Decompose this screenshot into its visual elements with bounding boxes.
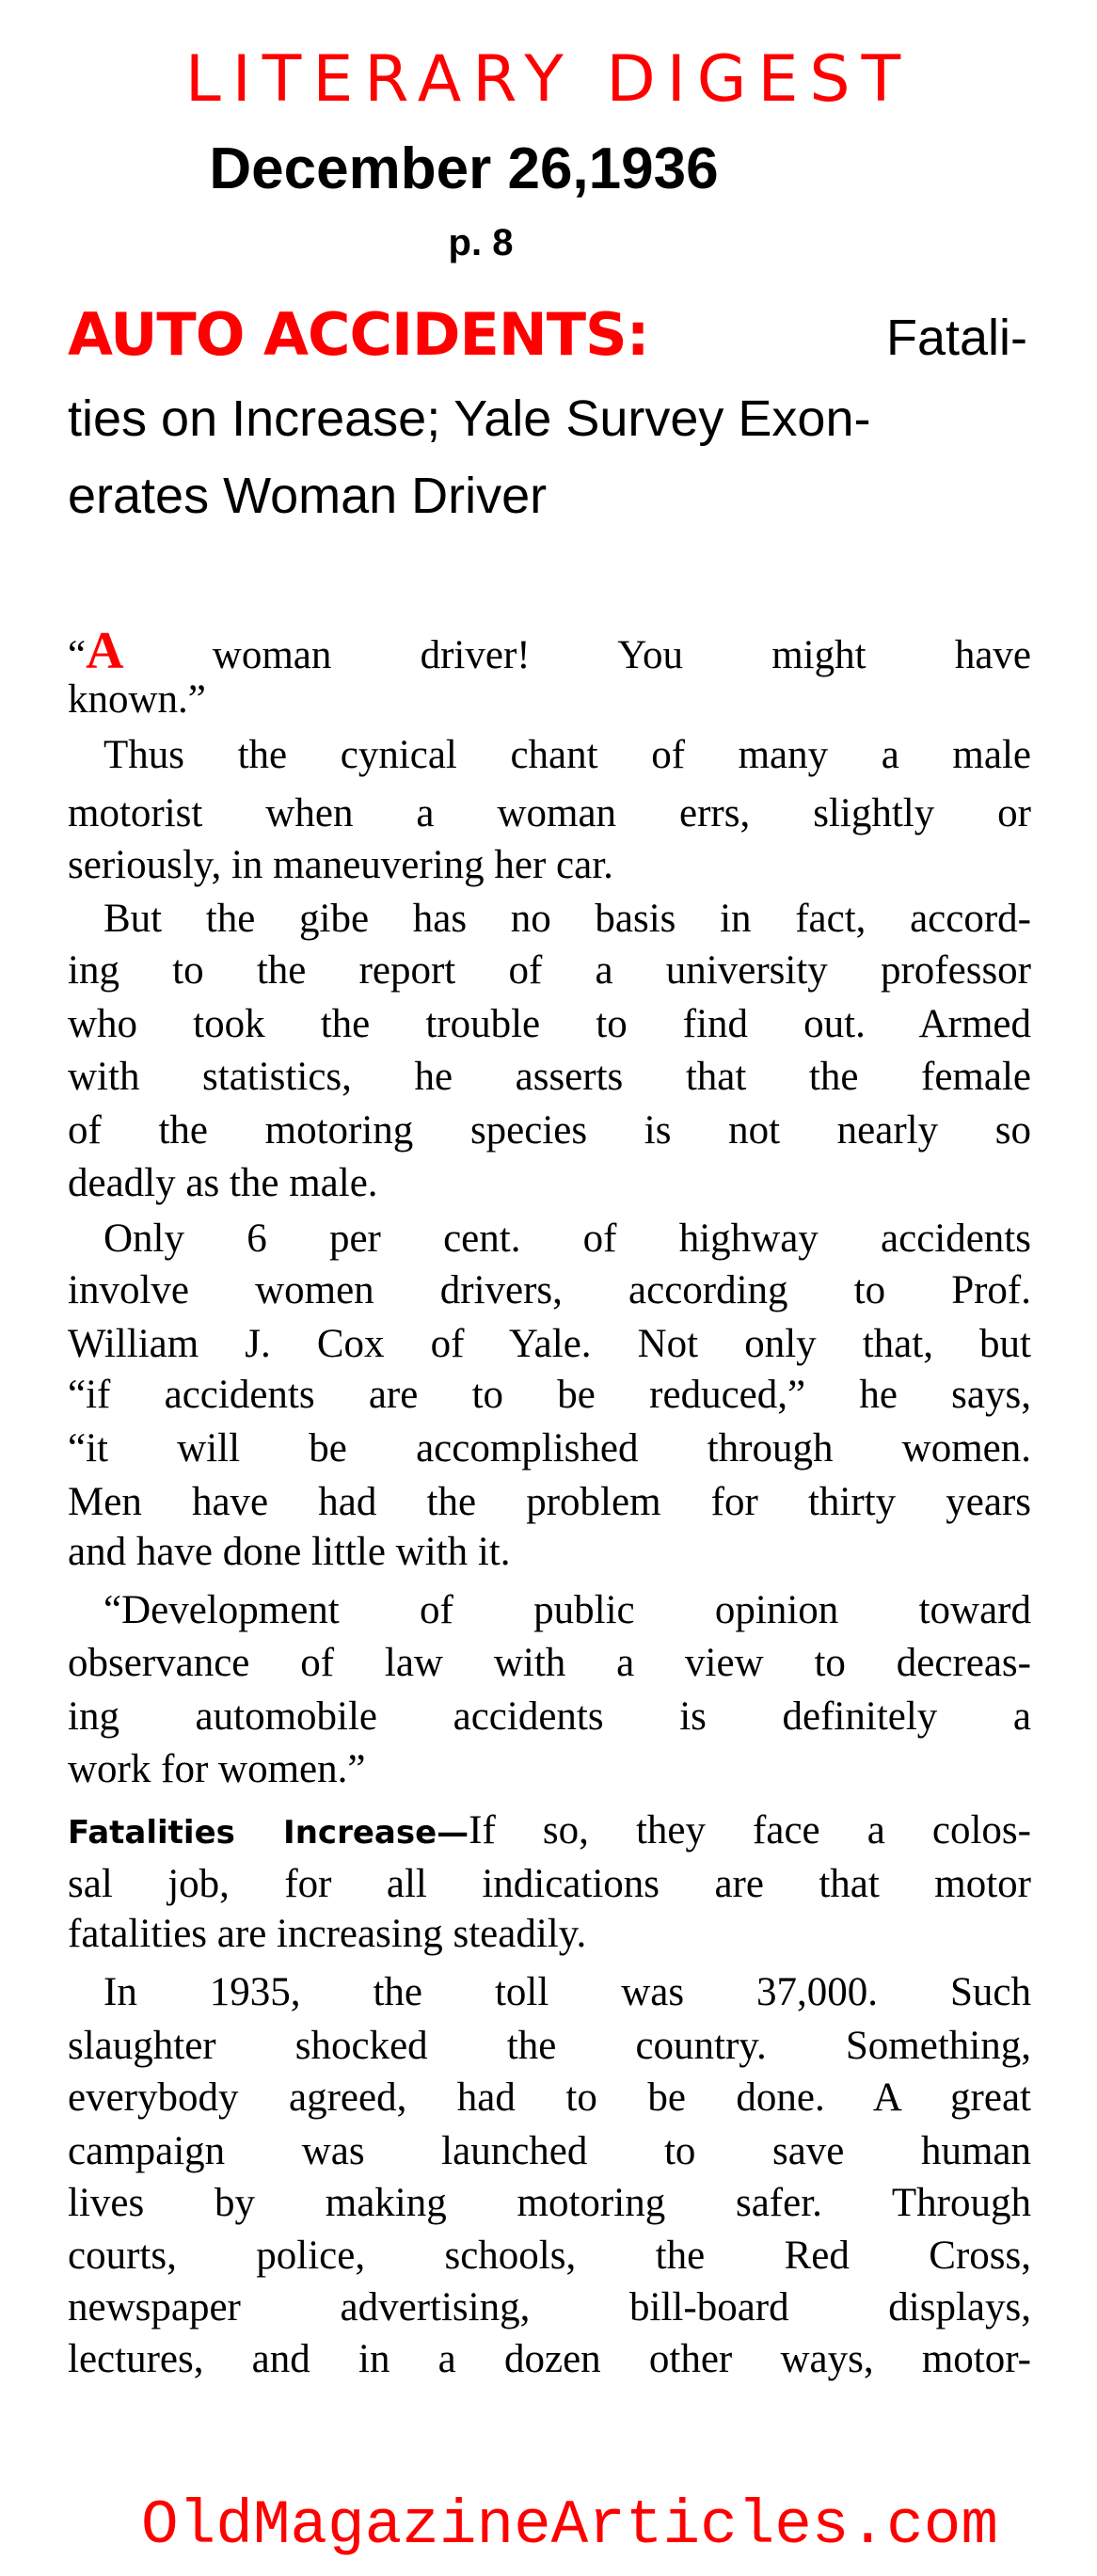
headline-line-3: erates Woman Driver [68,468,548,524]
page-number: p. 8 [448,222,514,263]
article-line: “Development of public opinion toward [103,1588,1031,1632]
watermark: OldMagazineArticles.com [141,2490,998,2561]
article-line: lives by making motoring safer. Through [68,2181,1031,2225]
masthead: LITERARY DIGEST [184,42,913,117]
article-line: and have done little with it. [68,1530,511,1574]
article-line: campaign was launched to save human [68,2129,1031,2173]
article-line: sal job, for all indications are that motor [68,1862,1031,1906]
headline-text: Fatali- [885,310,1027,366]
article-line: courts, police, schools, the Red Cross, [68,2234,1031,2278]
article-line: known.” [68,677,206,722]
article-text: woman driver! You might have [123,633,1031,677]
article-line: deadly as the male. [68,1161,378,1205]
drop-cap: A [86,622,124,680]
article-line: ing automobile accidents is definitely a [68,1694,1031,1739]
article-line: “it will be accomplished through women. [68,1426,1031,1471]
open-quote: “ [68,633,87,677]
section-subhead: Fatalities Increase— [68,1814,469,1852]
article-line: with statistics, he asserts that the female [68,1055,1031,1099]
article-line: Men have had the problem for thirty years [68,1480,1031,1524]
headline-line-1 [68,299,1027,371]
article-line: newspaper advertising, bill-board displays, [68,2285,1031,2330]
article-line: work for women.” [68,1747,366,1791]
article-line: Thus the cynical chant of many a male [103,733,1031,777]
article-line: “if accidents are to be reduced,” he says, [68,1373,1031,1417]
article-line: everybody agreed, had to be done. A great [68,2075,1031,2120]
headline-red: AUTO ACCIDENTS: [68,300,649,369]
headline-line-2: ties on Increase; Yale Survey Exon- [68,390,871,447]
article-line: observance of law with a view to decreas- [68,1641,1031,1685]
article-line: Only 6 per cent. of highway accidents [103,1216,1031,1261]
article-line: of the motoring species is not nearly so [68,1108,1031,1153]
article-first-line [68,622,1031,680]
article-line: But the gibe has no basis in fact, accord- [103,897,1031,941]
article-line: William J. Cox of Yale. Not only that, but [68,1322,1031,1366]
article-line: fatalities are increasing steadily. [68,1912,587,1956]
issue-date: December 26,1936 [209,136,719,201]
article-line: seriously, in maneuvering her car. [68,843,613,887]
article-line: ing to the report of a university professor [68,948,1031,993]
article-text: If so, they face a colos- [469,1808,1031,1852]
subhead-line [68,1807,1031,1854]
article-line: lectures, and in a dozen other ways, motor- [68,2337,1031,2381]
article-line: who took the trouble to find out. Armed [68,1002,1031,1046]
article-line: involve women drivers, according to Prof. [68,1268,1031,1312]
article-line: In 1935, the toll was 37,000. Such [103,1970,1031,2014]
article-line: motorist when a woman errs, slightly or [68,791,1031,835]
article-line: slaughter shocked the country. Something, [68,2024,1031,2068]
